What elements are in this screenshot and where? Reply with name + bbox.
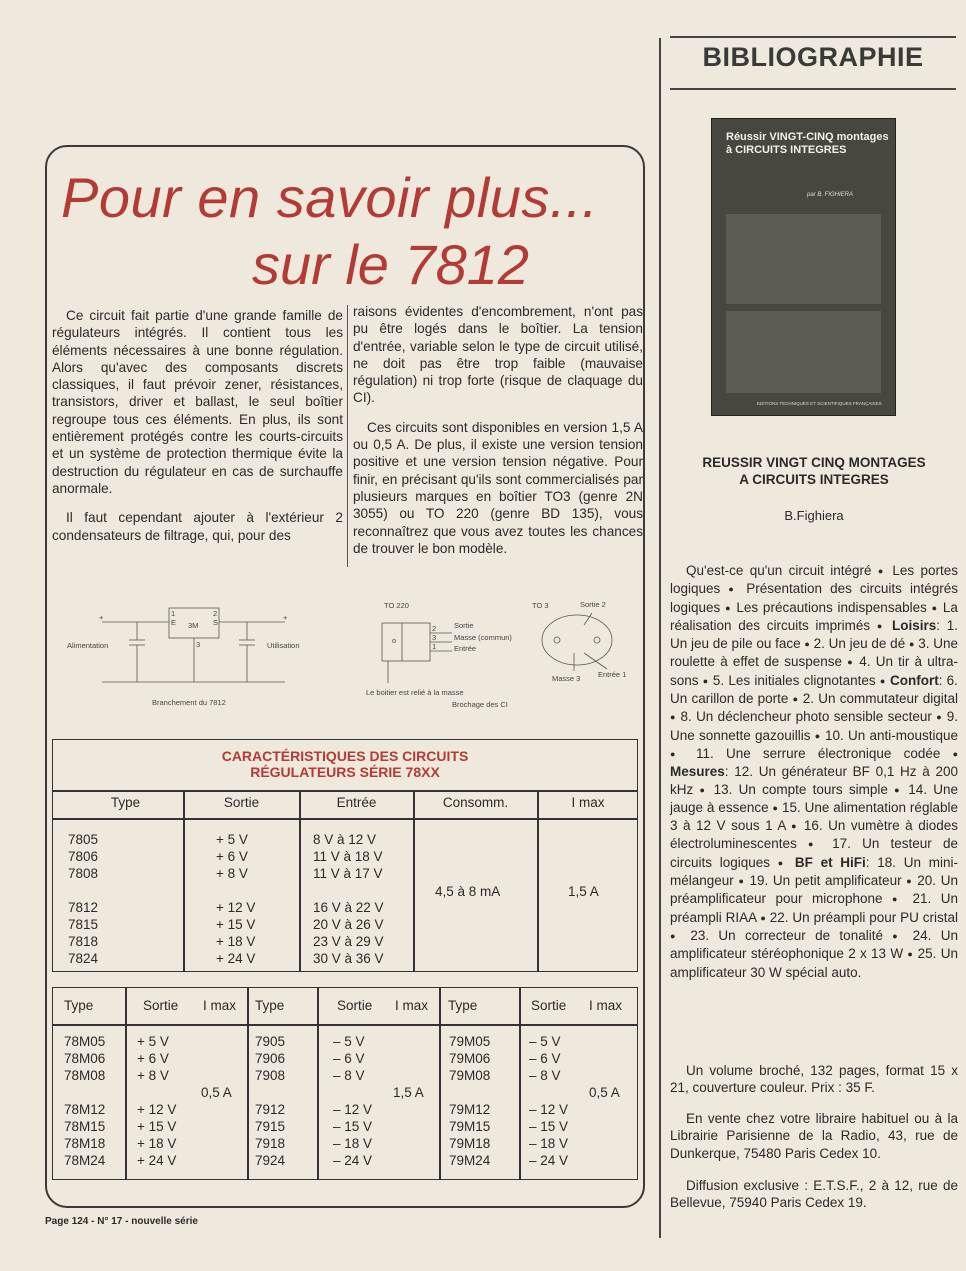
contents-item: 11. Une serrure électronique codée [696,745,941,761]
table-cell: 7915 [255,1119,286,1134]
table-cell: + 6 V [137,1051,169,1066]
section-label: Confort [889,672,939,688]
table-cell: 79M08 [449,1068,491,1083]
contents-item: 10. Un anti-moustique [824,727,958,743]
input-label: Alimentation [67,641,109,650]
to3-label: TO 3 [532,601,549,610]
contents-item: Qu'est-ce qu'un circuit intégré [686,563,872,578]
table-cell: 23 V à 29 V [313,934,384,949]
contents-item: 5. Les initiales clignotantes [712,672,876,688]
case-note: Le boitier est relié à la masse [366,688,464,697]
table-cell: 78M06 [64,1051,106,1066]
table-cell: – 6 V [529,1051,561,1066]
book-distribution-info: Diffusion exclusive : E.T.S.F., 2 à 12, rue de Bellevue, 75940 Paris Cedex 19. [670,1178,958,1211]
table-cell: 7908 [255,1068,286,1083]
table-cell: + 24 V [137,1153,177,1168]
contents-item: 17. Un testeur de circuits logiques [670,836,958,870]
to3-entree-label: Entrée 1 [598,670,627,679]
table-cell: – 15 V [529,1119,569,1134]
header-sortie: Sortie [143,998,179,1013]
bibliography-heading: BIBLIOGRAPHIE [702,42,924,72]
table-cell: 7824 [68,951,99,966]
header-type: Type [255,998,285,1013]
contents-item: 8. Un déclencheur photo sensible secteur [680,709,932,725]
article-title-line1: Pour en savoir plus... [61,166,599,229]
sortie-label: Sortie [454,621,474,630]
pinout-diagram [352,595,642,720]
table-cell: 7812 [68,900,99,915]
pin-1-label: 1 [171,609,176,618]
table-cell: 11 V à 18 V [313,849,383,864]
sortie-list [137,1033,176,1169]
contents-item: 16. Un vumètre à diodes électroluminescentes [670,818,958,852]
cover-photo [726,311,881,393]
imax-value: 0,5 A [589,1085,620,1100]
plus-label: + [283,613,288,622]
table-cell: + 5 V [137,1034,169,1049]
table-cell: 7924 [255,1153,286,1168]
paragraph: raisons évidentes d'encombrement, n'ont pas pu être logés dans le boîtier. La tension d'entrée, variable selon le type de circuit utilisé, ne doit pas être trop faible (mauvaise régulation) ni trop forte (risque de claquage du CI). [353,304,643,406]
section-label: BF et HiFi [794,854,866,870]
contents-item: 4. Un tir à ultra-sons [670,654,958,688]
table-cell: 7808 [68,866,99,881]
to220-label: TO 220 [384,601,409,610]
table-cell: 79M05 [449,1034,491,1049]
type-list [255,1033,285,1169]
table-cell: 7806 [68,849,99,864]
page-footer: Page 124 - N° 17 - nouvelle série [45,1216,198,1227]
pin-e-label: E [171,618,177,627]
header-entree: Entrée [336,795,377,810]
to3-masse-label: Masse 3 [552,674,581,683]
table-cell: + 18 V [137,1136,177,1151]
table-cell: + 6 V [216,849,248,864]
section-label: Mesures [670,764,725,780]
type-list [64,1033,105,1169]
table-title [53,748,637,780]
table-cell: + 12 V [137,1102,177,1117]
table-cell: 78M24 [64,1153,106,1168]
wiring-diagram [57,602,327,712]
pin-2: 2 [432,624,437,633]
imax-value: 1,5 A [393,1085,424,1100]
pin-1: 1 [432,642,437,651]
type-list [68,831,98,967]
pin-2-label: 2 [213,609,218,618]
contents-item: Les précautions indispensables [736,599,927,615]
table-cell: 79M18 [449,1136,491,1151]
book-contents: Qu'est-ce qu'un circuit intégré ● Les portes logiques ● Présentation des circuits intégrés logiques ● Les précautions indispensables ● La réalisation des circuits imprimés ● Loisirs: 1. Un jeu de pile ou face ● 2. Un jeu de dé ● 3. Une roulette à effet de suspense ● 4. Un tir à ultra-sons ● 5. Les initiales clignotantes ● Confort: 6. Un carillon de porte ● 2. Un commutateur digital ● 8. Un déclencheur photo sensible secteur ● 9. Une sonnette gazouillis ● 10. Un anti-moustique ● 11. Une serrure électronique codée ● Mesures: 12. Un générateur BF 0,1 Hz à 200 kHz ● 13. Un compte tours simple ● 14. Une jauge à essence ● 15. Une alimentation réglable 3 à 12 V sous 1 A ● 16. Un vumètre à diodes électroluminescentes ● 17. Un testeur de circuits logiques ● BF et HiFi: 18. Un mini-mélangeur ● 19. Un petit amplificateur ● 20. Un préamplificateur pour microphone ● 21. Un préampli RIAA ● 22. Un préampli pour PU cristal ● 23. Un correcteur de tonalité ● 24. Un amplificateur stéréophonique 2 x 13 W ● 25. Un amplificateur 30 W spécial auto. [670,563,959,980]
header-sortie: Sortie [223,795,260,810]
consomm-value: 4,5 à 8 mA [435,884,501,899]
table-rule [299,790,301,971]
header-consomm: Consomm. [442,795,509,810]
contents-item: 21. Un préampli RIAA [670,891,958,925]
contents-item: Les portes logiques [670,563,958,597]
table-cell: + 5 V [216,832,248,847]
imax-value: 1,5 A [568,884,599,899]
contents-item: 24. Un amplificateur stéréophonique 2 x 13 W [670,927,958,962]
paragraph: Il faut cependant ajouter à l'extérieur 2 condensateurs de filtrage, qui, pour des [52,510,343,543]
table-cell: 78M12 [64,1102,106,1117]
cover-title: Réussir VINGT-CINQ montages à CIRCUITS INTEGRES [726,131,889,156]
table-cell: + 8 V [216,866,248,881]
book-title-line1: REUSSIR VINGT CINQ MONTAGES [702,455,926,470]
header-sortie: Sortie [337,998,373,1013]
entree-list [313,831,384,967]
contents-item: 9. Une sonnette gazouillis [670,709,958,743]
cover-photo [726,214,881,304]
column-rule [659,38,661,1238]
header-imax: I max [571,795,605,810]
cover-author: par B. FIGHIERA [807,192,854,198]
table-cell: – 8 V [529,1068,561,1083]
table-rule [413,790,415,971]
header-type: Type [110,795,141,810]
table-cell: 78M15 [64,1119,106,1134]
pin-s-label: S [213,618,219,627]
paragraph: Ce circuit fait partie d'une grande famille de régulateurs intégrés. Il contient tous les éléments nécessaires à une bonne régulation. Alors qu'avec des composants discrets classiques, il faut prévoir zener, résistances, transistors, driver et ballast, le seul boîtier regroupe tous ces éléments. En plus, ils sont entièrement protégés contre les courts-circuits et un système de protection thermique évite la destruction du régulateur en cas de surchauffe anormale. [52,308,343,496]
paragraph: Ces circuits sont disponibles en version 1,5 A ou 0,5 A. De plus, il existe une version tension positive et une version tension négative. Pour finir, en précisant qu'ils sont commercialisés par plusieurs marques en boîtier TO3 (genre 2N 3055) ou TO 220 (genre BD 135), vous reconnaîtrez que vous avez toutes les chances de trouver le bon modèle. [353,419,643,556]
header-sortie: Sortie [531,998,567,1013]
table-cell: 16 V à 22 V [313,900,384,915]
table-rule [519,988,521,1179]
contents-item: 2. Un jeu de dé [813,636,906,652]
contents-item: 14. Une jauge à essence [670,781,959,815]
table-cell: – 12 V [529,1102,569,1117]
table-cell: 7918 [255,1136,286,1151]
table-rule [53,1024,637,1026]
table-cell: 79M24 [449,1153,491,1168]
table-cell: + 12 V [216,900,256,915]
table-rule [537,790,539,971]
table-title-line1: CARACTÉRISTIQUES DES CIRCUITS [221,748,469,764]
table-rule [53,818,637,820]
table-rule [317,988,319,1179]
table-cell: 8 V à 12 V [313,832,377,847]
contents-item: : 6. Un carillon de porte [670,672,958,707]
pin-o-label: o [392,636,397,645]
table-cell: – 24 V [529,1153,569,1168]
book-cover [711,118,896,416]
contents-item: 2. Un commutateur digital [802,691,958,707]
book-sale-info: En vente chez votre libraire habituel ou à la Librairie Parisienne de la Radio, 43, rue de Dunkerque, 75480 Paris Cedex 10. [670,1111,958,1161]
contents-item: 22. Un préampli pour PU cristal [769,909,958,925]
table-rule [439,988,441,1179]
table-cell: 79M15 [449,1119,491,1134]
table-title-line2: RÉGULATEURS SÉRIE 78XX [250,764,440,780]
pin-3-label: 3 [196,640,201,649]
table-cell: – 24 V [333,1153,373,1168]
section-label: Loisirs [892,617,937,633]
column-divider [347,305,348,567]
book-title-line2: A CIRCUITS INTEGRES [739,472,889,487]
plus-label: + [99,613,104,622]
contents-item: : 1. Un jeu de pile ou face [670,617,959,652]
table-cell: + 8 V [137,1068,169,1083]
article-column-2 [353,303,643,569]
cover-publisher: EDITIONS TECHNIQUES ET SCIENTIFIQUES FRANÇAISES [757,401,882,406]
characteristics-table-78xx [52,739,638,972]
header-type: Type [64,998,94,1013]
pin-3: 3 [432,633,437,642]
contents-item: 13. Un compte tours simple [713,781,888,797]
table-cell: – 6 V [333,1051,365,1066]
table-cell: 7906 [255,1051,286,1066]
contents-item: : 12. Un générateur BF 0,1 Hz à 200 kHz [670,764,958,797]
table-cell: – 5 V [529,1034,561,1049]
contents-item: : 18. Un mini-mélangeur [670,854,958,889]
table-cell: 7815 [68,917,99,932]
table-cell: 7905 [255,1034,286,1049]
article-column-1 [52,307,343,556]
table-cell: 79M06 [449,1051,491,1066]
table-cell: 30 V à 36 V [313,951,384,966]
table-cell: – 18 V [529,1136,569,1151]
contents-item: 19. Un petit amplificateur [749,873,902,889]
table-cell: 78M18 [64,1136,106,1151]
header-imax: I max [589,998,623,1013]
table-rule [183,790,185,971]
book-author: B.Fighiera [784,508,844,523]
table-cell: + 18 V [216,934,256,949]
table-cell: 7912 [255,1102,286,1117]
table-cell: + 15 V [137,1119,177,1134]
contents-item: 20. Un préamplificateur pour microphone [670,873,958,907]
to3-sortie-label: Sortie 2 [580,600,606,609]
characteristics-table-variants [52,987,638,1180]
table-cell: – 8 V [333,1068,365,1083]
contents-item: 15. Une alimentation réglable 3 à 12 V sous 1 A [670,799,958,834]
pinout-caption: Brochage des CI [452,700,508,709]
table-cell: 7818 [68,934,99,949]
table-rule [125,988,127,1179]
contents-item: La réalisation des circuits imprimés [670,599,958,633]
table-cell: – 18 V [333,1136,373,1151]
table-cell: – 5 V [333,1034,365,1049]
book-title [672,454,956,488]
heading-rule [670,36,956,38]
table-cell: 7805 [68,832,99,847]
table-cell: – 15 V [333,1119,373,1134]
sortie-list [529,1033,568,1169]
book-volume-info: Un volume broché, 132 pages, format 15 x 21, couverture couleur. Prix : 35 F. [670,1063,958,1096]
table-cell: – 12 V [333,1102,373,1117]
contents-item: 3. Une roulette à effet de suspense [670,636,958,670]
table-rule [247,988,249,1179]
output-label: Utilisation [267,641,300,650]
diagram-caption: Branchement du 7812 [152,698,226,707]
chip-label: 3M [188,621,199,630]
table-cell: 20 V à 26 V [313,917,384,932]
sortie-list [333,1033,372,1169]
contents-item: 25. Un amplificateur 30 W spécial auto. [670,946,958,980]
type-list [449,1033,490,1169]
entree-label: Entrée [454,644,477,653]
contents-item: Présentation des circuits intégrés logiques [670,581,958,615]
header-imax: I max [395,998,429,1013]
article-frame [45,145,645,1208]
table-cell: 78M05 [64,1034,106,1049]
table-rule [53,790,637,792]
masse-label: Masse (commun) [454,633,512,642]
heading-rule [670,88,956,90]
header-imax: I max [203,998,237,1013]
imax-value: 0,5 A [201,1085,232,1100]
table-cell: + 15 V [216,917,256,932]
table-cell: 79M12 [449,1102,491,1117]
table-cell: 78M08 [64,1068,106,1083]
sortie-list [216,831,255,967]
contents-item: 23. Un correcteur de tonalité [690,927,883,943]
article-title-line2: sur le 7812 [252,233,530,296]
table-cell: + 24 V [216,951,256,966]
header-type: Type [448,998,478,1013]
table-cell: 11 V à 17 V [313,866,383,881]
